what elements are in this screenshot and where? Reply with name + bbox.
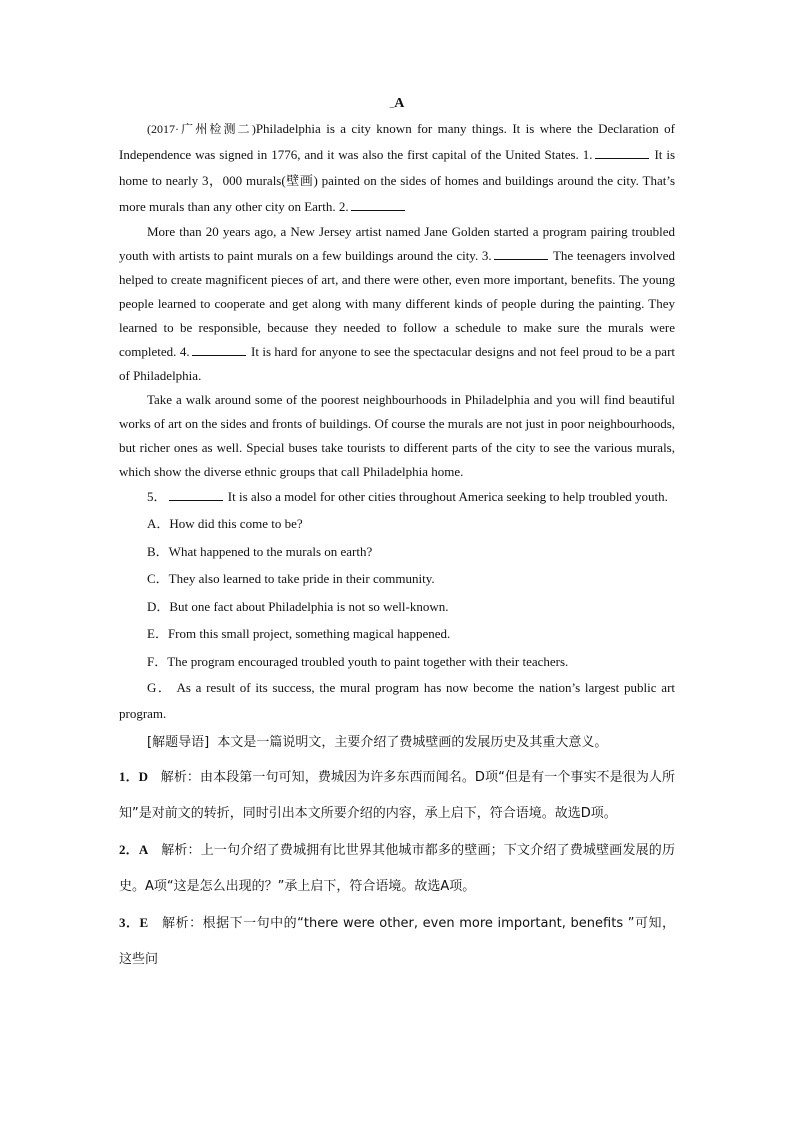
answer-blank-3[interactable]: [494, 247, 548, 260]
answer-number: 2．A: [119, 842, 149, 857]
option-text: The program encouraged troubled youth to paint together with their teachers.: [167, 653, 569, 669]
answer-1: [119, 759, 675, 832]
passage-paragraph-4: [119, 484, 675, 510]
blank-number-2: 2.: [338, 199, 349, 214]
option-letter: B．: [147, 543, 169, 559]
option-e: [119, 620, 675, 648]
paragraph-text: The teenagers involved helped to create magnificent pieces of art, and there were other, even more important, benefits. The young people learned to cooperate and get along with many different kinds of people during the painting. They learned to be responsible, because they needed to follow a schedule to make sure the murals were completed.: [119, 248, 676, 359]
option-f: [119, 648, 675, 676]
answer-3: [119, 905, 675, 978]
option-text: How did this come to be?: [169, 516, 303, 531]
option-text: They also learned to take pride in their community.: [168, 571, 435, 586]
blank-number-4: 4.: [179, 344, 190, 359]
option-letter: A．: [147, 516, 170, 531]
blank-number-5: 5．: [147, 489, 167, 504]
passage-paragraph-3: Take a walk around some of the poorest neighbourhoods in Philadelphia and you will find beautiful works of art on the sides and fronts of buildings. Of course the murals are not just in poor neighbourhoods, but richer ones as well. Special buses take tourists to different parts of the city to see the various murals, which show the diverse ethnic groups that call Philadelphia home.: [119, 392, 675, 479]
option-letter: C．: [147, 571, 169, 586]
paragraph-text: It is home to nearly 3，000 murals(壁画) painted on the sides of homes and buildings around the city. That’s more murals than any other city on Earth.: [119, 147, 676, 214]
document-page: [119, 92, 675, 978]
answer-blank-4[interactable]: [192, 343, 246, 356]
section-heading: [119, 92, 675, 116]
answer-blank-5[interactable]: [169, 488, 223, 501]
guide-note: [119, 727, 675, 759]
option-letter: D．: [147, 598, 170, 614]
answer-explanation: 解析：根据下一句中的“there were other, even more important, benefits ”可知，这些问: [119, 916, 675, 967]
option-text: But one fact about Philadelphia is not so well-known.: [169, 598, 449, 614]
option-letter: E．: [147, 626, 168, 641]
option-b: [119, 538, 675, 566]
answer-explanation: 解析：上一句介绍了费城拥有比世界其他城市都多的壁画；下文介绍了费城壁画发展的历史。A项“这是怎么出现的？”承上启下，符合语境。故选A项。: [119, 843, 675, 894]
answer-number: 3．E: [119, 915, 149, 930]
blank-number-1: 1.: [582, 147, 593, 162]
guide-label: [解题导语]: [147, 735, 210, 750]
passage-paragraph-2: [119, 220, 675, 388]
guide-text: 本文是一篇说明文，主要介绍了费城壁画的发展历史及其重大意义。: [217, 735, 608, 750]
answer-number: 1．D: [119, 769, 149, 784]
option-g: [119, 675, 675, 727]
options-list: [119, 510, 675, 727]
option-a: [119, 510, 675, 538]
source-note: (2017·广州检测二): [147, 122, 256, 136]
heading-letter: A: [394, 96, 405, 111]
paragraph-text: Philadelphia is a city known for many things. It is where the Declaration of Independence was signed in 1776, and it was also the first capital of the United States.: [119, 121, 675, 162]
paragraph-text: It is hard for anyone to see the spectacular designs and not feel proud to be a part of Philadelphia.: [119, 344, 676, 383]
answer-2: [119, 832, 675, 905]
option-text: What happened to the murals on earth?: [168, 543, 373, 559]
option-letter: F．: [147, 653, 168, 669]
blank-number-3: 3.: [481, 248, 492, 263]
answer-explanation: 解析：由本段第一句可知，费城因为许多东西而闻名。D项“但是有一个事实不是很为人所知”是对前文的转折，同时引出本文所要介绍的内容，承上启下，符合语境。故选D项。: [119, 770, 675, 821]
option-letter: G．: [147, 680, 173, 695]
paragraph-text: More than 20 years ago, a New Jersey artist named Jane Golden started a program pairing troubled youth with artists to paint murals on a few buildings around the city.: [119, 224, 675, 263]
answer-blank-2[interactable]: [351, 198, 405, 211]
option-c: [119, 565, 675, 593]
answer-blank-1[interactable]: [595, 146, 649, 159]
option-text: From this small project, something magical happened.: [167, 626, 451, 641]
option-text: As a result of its success, the mural program has now become the nation’s largest public art program.: [119, 680, 676, 721]
heading-mark: _: [389, 99, 395, 109]
option-d: [119, 593, 675, 621]
passage-paragraph-1: [119, 116, 675, 220]
paragraph-text: It is also a model for other cities throughout America seeking to help troubled youth.: [227, 489, 668, 504]
